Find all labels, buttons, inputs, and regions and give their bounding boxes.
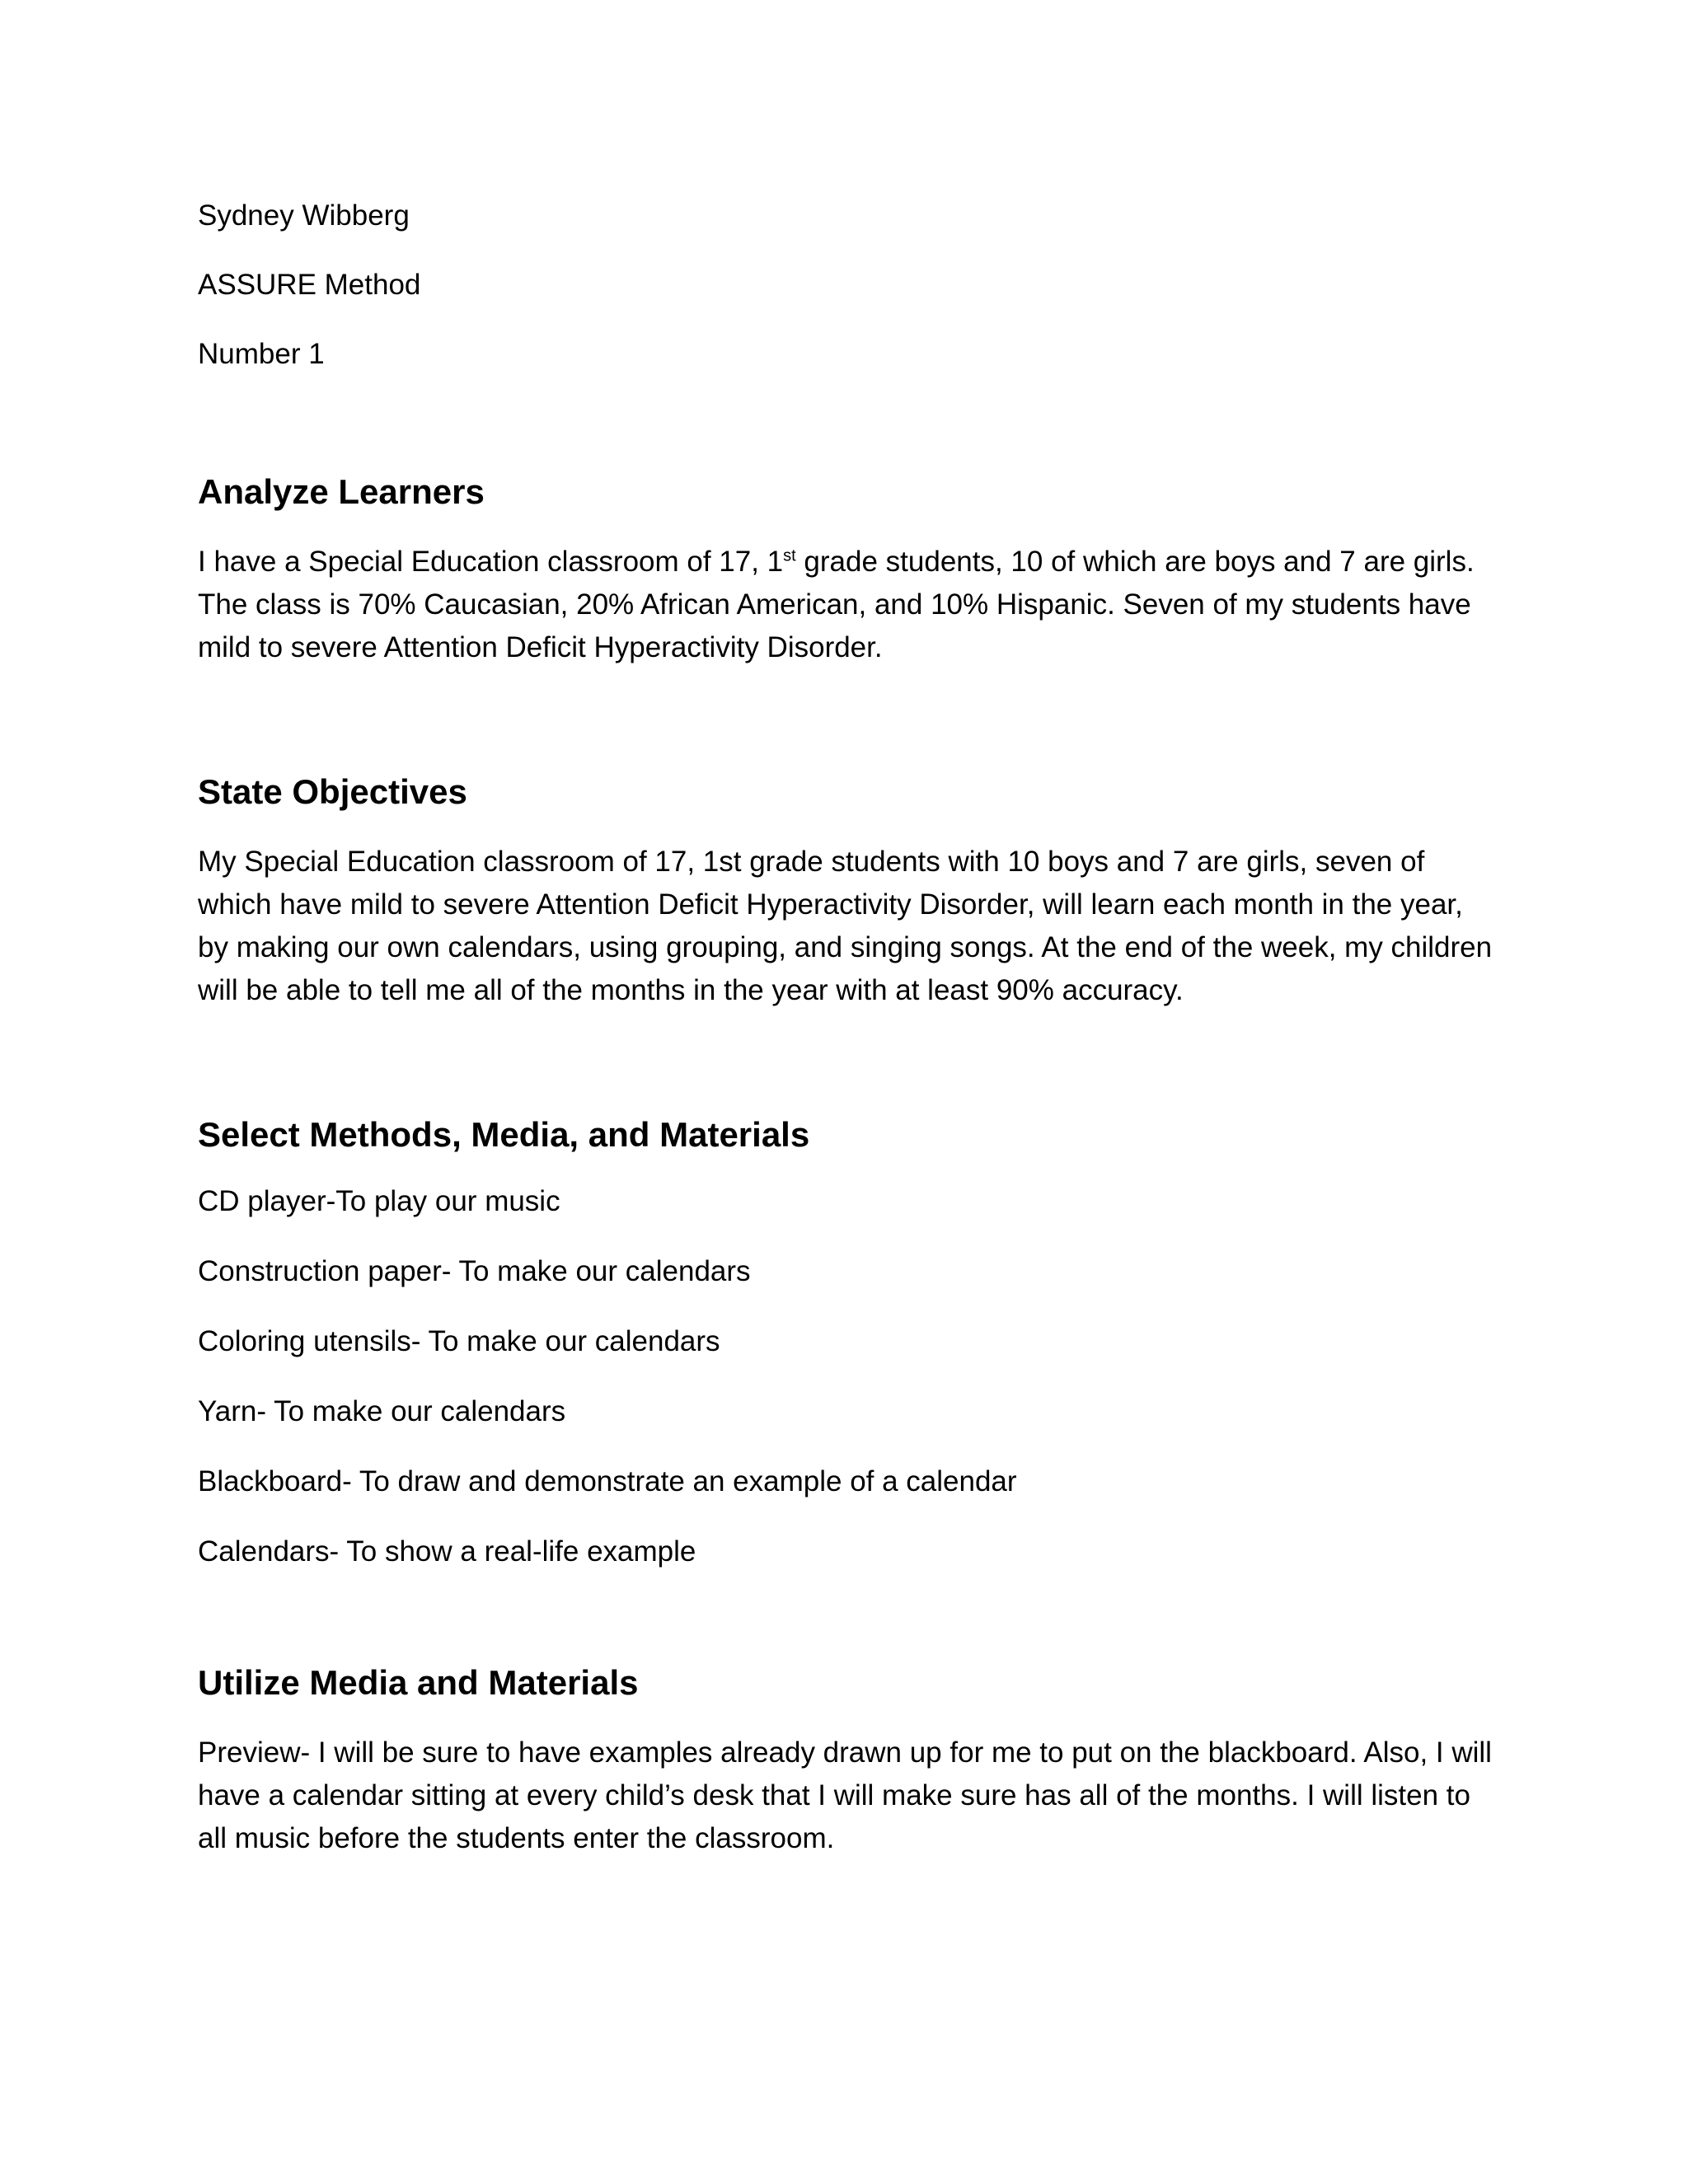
list-item: Yarn- To make our calendars — [198, 1395, 566, 1427]
document-number: Number 1 — [198, 338, 325, 370]
analyze-text-before: I have a Special Education classroom of 17, 1 — [198, 546, 784, 578]
document-title: ASSURE Method — [198, 269, 421, 301]
heading-state-objectives: State Objectives — [198, 772, 467, 811]
paragraph-state-objectives: My Special Education classroom of 17, 1st grade students with 10 boys and 7 are girls, seven of which have mild to severe Attention Deficit Hyperactivity Disorder, will learn each month in the year, by making our own calendars, using grouping, and singing songs. At the end of the week, my children will be able to tell me all of the months in the year with at least 90% accuracy. — [198, 846, 1493, 1006]
list-item: CD player-To play our music — [198, 1185, 560, 1217]
paragraph-analyze-learners — [198, 541, 1500, 669]
analyze-text-after: grade students, 10 of which are boys and 7 are girls. The class is 70% Caucasian, 20% African American, and 10% Hispanic. Seven of my students have mild to severe Attention Deficit Hyperactivity Disorder. — [198, 546, 1475, 663]
heading-select-methods: Select Methods, Media, and Materials — [198, 1115, 810, 1154]
heading-analyze-learners: Analyze Learners — [198, 472, 485, 511]
list-item: Calendars- To show a real-life example — [198, 1535, 696, 1568]
ordinal-superscript: st — [783, 546, 796, 565]
author-name: Sydney Wibberg — [198, 199, 410, 232]
document-body — [198, 198, 1500, 1962]
list-item: Construction paper- To make our calendars — [198, 1255, 751, 1287]
list-item: Blackboard- To draw and demonstrate an example of a calendar — [198, 1465, 1017, 1497]
list-item: Coloring utensils- To make our calendars — [198, 1325, 720, 1357]
paragraph-utilize-media: Preview- I will be sure to have examples already drawn up for me to put on the blackboard. Also, I will have a calendar sitting at every child’s desk that I will make sure has all of the months. I will listen to all music before the students enter the classroom. — [198, 1736, 1492, 1854]
heading-utilize-media: Utilize Media and Materials — [198, 1663, 639, 1702]
